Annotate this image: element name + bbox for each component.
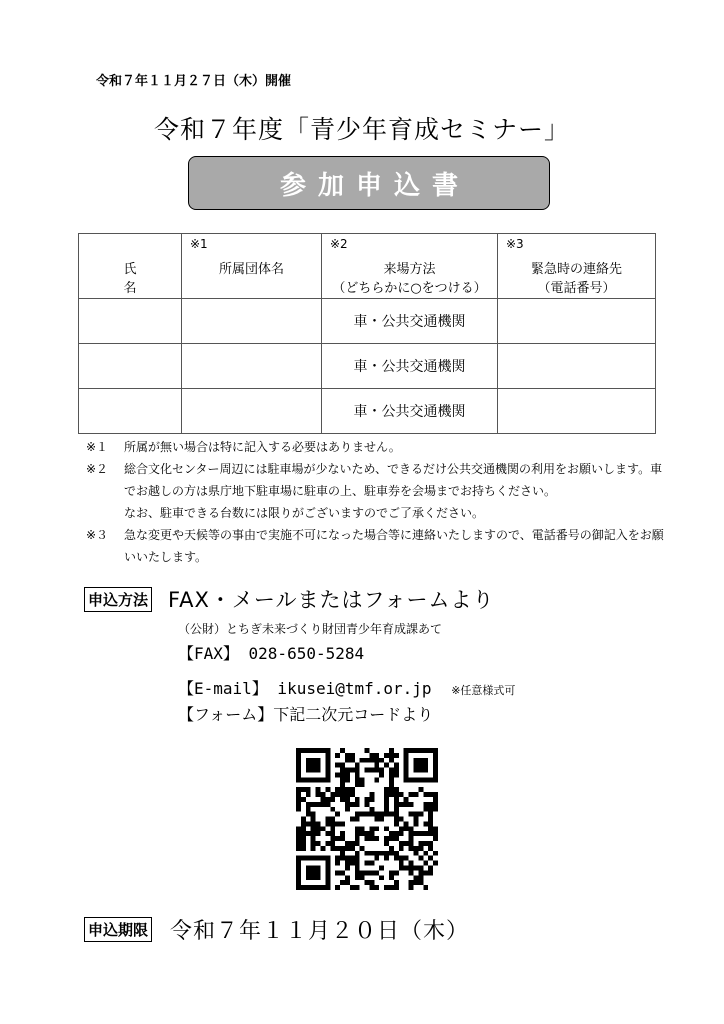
note-key: ※３	[86, 528, 109, 542]
note-item	[86, 524, 666, 568]
notes	[86, 436, 666, 568]
group-cell[interactable]	[182, 299, 322, 344]
table-header-row	[79, 234, 656, 299]
email-address[interactable]: 【E-mail】 ikusei@tmf.or.jp	[178, 679, 432, 698]
name-cell[interactable]	[79, 299, 182, 344]
note-key: ※２	[86, 462, 109, 476]
apply-method	[84, 584, 494, 614]
email-line	[178, 676, 515, 699]
header-method-label: 来場方法	[383, 262, 436, 277]
header-contact-sub: （電話番号）	[537, 281, 616, 296]
fax-number: 【FAX】 028-650-5284	[178, 644, 365, 663]
note-item	[86, 502, 666, 524]
header-group-label: 所属団体名	[218, 262, 284, 277]
qr-code-icon[interactable]	[296, 748, 438, 890]
header-contact	[498, 234, 656, 299]
note-text: 急な変更や天候等の事由で実施不可になった場合等に連絡いたしますので、電話番号の御記入をお願いいたします。	[124, 528, 664, 564]
form-title-banner	[188, 156, 550, 210]
header-group	[182, 234, 322, 299]
note-text: なお、駐車できる台数には限りがございますのでご了承ください。	[124, 506, 485, 520]
note-key: ※１	[86, 440, 109, 454]
header-name-label: 氏 名	[123, 262, 206, 296]
apply-method-heading: FAX・メールまたはフォームより	[168, 588, 495, 612]
name-cell[interactable]	[79, 344, 182, 389]
note-text: 総合文化センター周辺には駐車場が少ないため、できるだけ公共交通機関の利用をお願いします。車でお越しの方は県庁地下駐車場に駐車の上、駐車券を会場までお持ちください。	[124, 462, 663, 498]
method-cell[interactable]: 車・公共交通機関	[322, 389, 498, 434]
note-item	[86, 436, 666, 458]
name-cell[interactable]	[79, 389, 182, 434]
deadline-tag: 申込期限	[84, 917, 152, 942]
note-item	[86, 458, 666, 502]
apply-org: （公財）とちぎ未来づくり財団青少年育成課あて	[178, 622, 443, 636]
method-cell[interactable]: 車・公共交通機関	[322, 344, 498, 389]
event-date: 令和７年１１月２７日（木）開催	[96, 74, 292, 89]
contact-cell[interactable]	[498, 344, 656, 389]
group-cell[interactable]	[182, 344, 322, 389]
header-contact-label: 緊急時の連絡先	[530, 262, 622, 277]
header-contact-mark: ※3	[506, 237, 524, 251]
apply-method-tag: 申込方法	[84, 587, 152, 612]
email-note: ※任意様式可	[451, 684, 516, 697]
header-method	[322, 234, 498, 299]
table-row	[79, 344, 656, 389]
table-row	[79, 299, 656, 344]
contact-cell[interactable]	[498, 389, 656, 434]
deadline-date: 令和７年１１月２０日（木）	[170, 919, 470, 944]
group-cell[interactable]	[182, 389, 322, 434]
entry-table	[78, 233, 656, 434]
header-group-mark: ※1	[190, 237, 208, 251]
deadline	[84, 914, 469, 945]
page-title: 令和７年度「青少年育成セミナー」	[153, 115, 570, 144]
header-name	[79, 234, 206, 299]
form-title: 参加申込書	[279, 170, 470, 201]
header-method-mark: ※2	[330, 237, 348, 251]
note-text: 所属が無い場合は特に記入する必要はありません。	[124, 440, 401, 454]
contact-cell[interactable]	[498, 299, 656, 344]
form-line: 【フォーム】下記二次元コードより	[178, 705, 434, 724]
method-cell[interactable]: 車・公共交通機関	[322, 299, 498, 344]
table-row	[79, 389, 656, 434]
header-method-sub: （どちらかに○をつける）	[332, 281, 487, 296]
note-key	[86, 502, 124, 524]
